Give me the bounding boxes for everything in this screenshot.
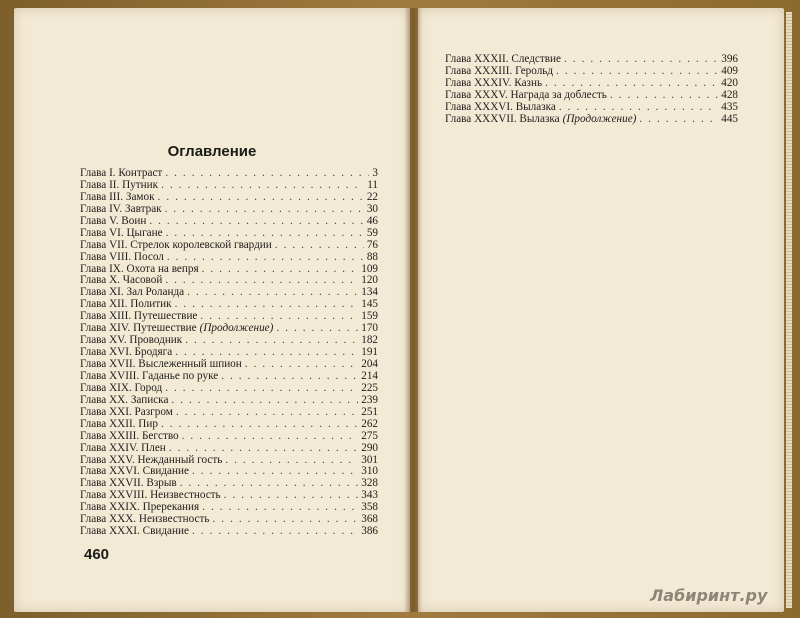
toc-leader-dots	[165, 383, 358, 395]
toc-entry-title: Глава XXVIII. Неизвестность	[80, 489, 221, 502]
toc-leader-dots	[276, 323, 358, 335]
toc-entry-title: Глава XV. Проводник	[80, 334, 183, 347]
toc-page-number: 134	[361, 286, 378, 299]
toc-leader-dots	[192, 526, 358, 538]
toc-leader-dots	[165, 204, 364, 216]
toc-page-number: 396	[721, 53, 738, 65]
toc-page-number: 368	[361, 513, 378, 526]
toc-entry-title: Глава VII. Стрелок королевской гвардии	[80, 238, 272, 251]
toc-leader-dots	[167, 252, 364, 264]
toc-page-number: 191	[361, 346, 378, 359]
toc-page-number: 76	[366, 238, 378, 251]
toc-leader-dots	[176, 407, 358, 419]
toc-leader-dots	[225, 455, 358, 467]
toc-page-number: 239	[361, 393, 378, 406]
toc-leader-dots	[165, 168, 369, 180]
toc-leader-dots	[166, 228, 364, 240]
toc-leader-dots	[275, 240, 364, 252]
toc-entry	[80, 216, 378, 228]
toc-page-number: 30	[366, 202, 378, 215]
toc-leader-dots	[161, 180, 364, 192]
toc-page-number: 204	[361, 358, 378, 370]
toc-page-number: 46	[366, 214, 378, 227]
toc-entry-title: Глава XIV. Путешествие	[80, 322, 197, 335]
toc-entry-title: Глава XXXII. Следствие	[445, 53, 561, 65]
toc-entry-title: Глава VIII. Посол	[80, 250, 164, 263]
toc-entry-title: Глава XXI. Разгром	[80, 405, 173, 418]
toc-entry	[80, 419, 378, 431]
toc-page-number: 88	[366, 250, 378, 263]
toc-leader-dots	[185, 335, 358, 347]
toc-page-number: 59	[366, 226, 378, 239]
toc-entry-title: Глава XXXIV. Казнь	[445, 76, 543, 89]
toc-entry-title: Глава X. Часовой	[80, 274, 163, 287]
toc-page-number: 3	[372, 167, 378, 179]
toc-heading: Оглавление	[167, 143, 257, 160]
toc-leader-dots	[149, 216, 363, 228]
toc-entry-title: Глава XVII. Выслеженный шпион	[80, 358, 242, 370]
toc-entry-title: Глава XXXVI. Вылазка	[445, 100, 556, 113]
toc-leader-dots	[639, 114, 718, 126]
toc-page-number: 109	[361, 262, 378, 275]
toc-page-number: 22	[366, 190, 378, 203]
toc-entry-title: Глава V. Воин	[80, 214, 147, 227]
toc-entry	[80, 204, 378, 216]
toc-leader-dots	[610, 90, 718, 102]
toc-page-number: 386	[361, 525, 378, 538]
book-gutter	[404, 8, 422, 612]
toc-entry-title: Глава XXVII. Взрыв	[80, 477, 177, 490]
toc-page-number: 435	[721, 100, 738, 113]
toc-entry-title: Глава VI. Цыгане	[80, 226, 163, 239]
toc-entry	[80, 407, 378, 419]
toc-page-number: 275	[361, 429, 378, 442]
toc-page-number: 11	[367, 178, 378, 191]
toc-page-number: 301	[361, 453, 378, 466]
toc-page-number: 251	[361, 405, 378, 418]
toc-entry-title: Глава XXXV. Награда за доблесть	[445, 88, 607, 101]
toc-page-number: 409	[721, 64, 738, 77]
watermark-logo: Лабиринт.ру	[650, 586, 768, 605]
toc-page-number: 420	[721, 76, 738, 89]
toc-entry	[80, 252, 378, 264]
toc-entry	[445, 90, 738, 102]
toc-page-number: 290	[361, 441, 378, 454]
toc-leader-dots	[175, 299, 359, 311]
toc-leader-dots	[171, 395, 358, 407]
toc-entry-title: Глава XXII. Пир	[80, 417, 158, 430]
toc-leader-dots	[161, 419, 358, 431]
toc-entry-title: Глава XXXI. Свидание	[80, 525, 189, 538]
toc-entry-title: Глава I. Контраст	[80, 167, 163, 179]
toc-leader-dots	[213, 514, 359, 526]
toc-page-number: 182	[361, 334, 378, 347]
toc-entry-title: Глава XXX. Неизвестность	[80, 513, 210, 526]
toc-entry-title: Глава XX. Записка	[80, 393, 169, 406]
toc-entry-title: Глава XVI. Бродяга	[80, 346, 173, 359]
toc-leader-dots	[187, 287, 358, 299]
toc-entry-title: Глава XXV. Нежданный гость	[80, 453, 223, 466]
toc-entry	[80, 526, 378, 538]
toc-leader-dots	[158, 192, 364, 204]
toc-page-number: 310	[361, 465, 378, 478]
toc-page-number: 120	[361, 274, 378, 287]
toc-entry	[445, 102, 738, 114]
toc-leader-dots	[165, 275, 358, 287]
toc-entry-title: Глава XXIX. Пререкания	[80, 501, 200, 514]
toc-entry	[80, 443, 378, 455]
toc-page-number: 358	[361, 501, 378, 514]
toc-entry-title: Глава XII. Политик	[80, 298, 172, 311]
toc-page-number: 262	[361, 417, 378, 430]
toc-entry	[80, 240, 378, 252]
toc-page-number: 145	[361, 298, 378, 311]
toc-entry-title: Глава III. Замок	[80, 190, 155, 203]
toc-entry-title: Глава XIX. Город	[80, 381, 163, 394]
toc-entry-title: Глава XVIII. Гаданье по руке	[80, 369, 219, 382]
page-edges	[786, 12, 792, 608]
toc-page-number: 159	[361, 310, 378, 323]
toc-list-left	[80, 168, 378, 538]
toc-entry-title: Глава II. Путник	[80, 178, 159, 191]
toc-entry-title: Глава XXXIII. Герольд	[445, 64, 554, 77]
toc-entry	[445, 114, 738, 126]
toc-leader-dots	[221, 371, 358, 383]
toc-leader-dots	[182, 431, 359, 443]
toc-page-number: 343	[361, 489, 378, 502]
toc-leader-dots	[169, 443, 358, 455]
toc-entry-subtitle: (Продолжение)	[199, 322, 274, 335]
toc-entry-title: Глава XIII. Путешествие	[80, 310, 198, 323]
toc-entry	[80, 431, 378, 443]
toc-leader-dots	[556, 66, 718, 78]
toc-page-number: 225	[361, 381, 378, 394]
toc-page-number: 428	[721, 88, 738, 101]
toc-leader-dots	[202, 264, 359, 276]
toc-entry	[80, 228, 378, 240]
toc-leader-dots	[564, 54, 718, 66]
toc-entry-title: Глава IV. Завтрак	[80, 202, 162, 215]
toc-entry-title: Глава XXVI. Свидание	[80, 465, 189, 478]
toc-leader-dots	[224, 490, 359, 502]
toc-page-number: 328	[361, 477, 378, 490]
toc-page-number: 170	[361, 322, 378, 335]
toc-entry-title: Глава IX. Охота на вепря	[80, 262, 199, 275]
toc-entry-title: Глава XXXVII. Вылазка	[445, 112, 560, 125]
toc-list-right	[445, 54, 738, 126]
toc-page-number: 214	[361, 369, 378, 382]
toc-leader-dots	[245, 359, 358, 371]
toc-leader-dots	[559, 102, 718, 114]
page-number: 460	[84, 546, 110, 563]
toc-entry-title: Глава XXIII. Бегство	[80, 429, 179, 442]
toc-entry	[80, 395, 378, 407]
toc-entry-title: Глава XI. Зал Роланда	[80, 286, 185, 299]
toc-page-number: 445	[721, 112, 738, 125]
toc-entry-title: Глава XXIV. Плен	[80, 441, 166, 454]
toc-leader-dots	[202, 502, 358, 514]
toc-leader-dots	[192, 466, 358, 478]
toc-entry-subtitle: (Продолжение)	[562, 112, 637, 125]
